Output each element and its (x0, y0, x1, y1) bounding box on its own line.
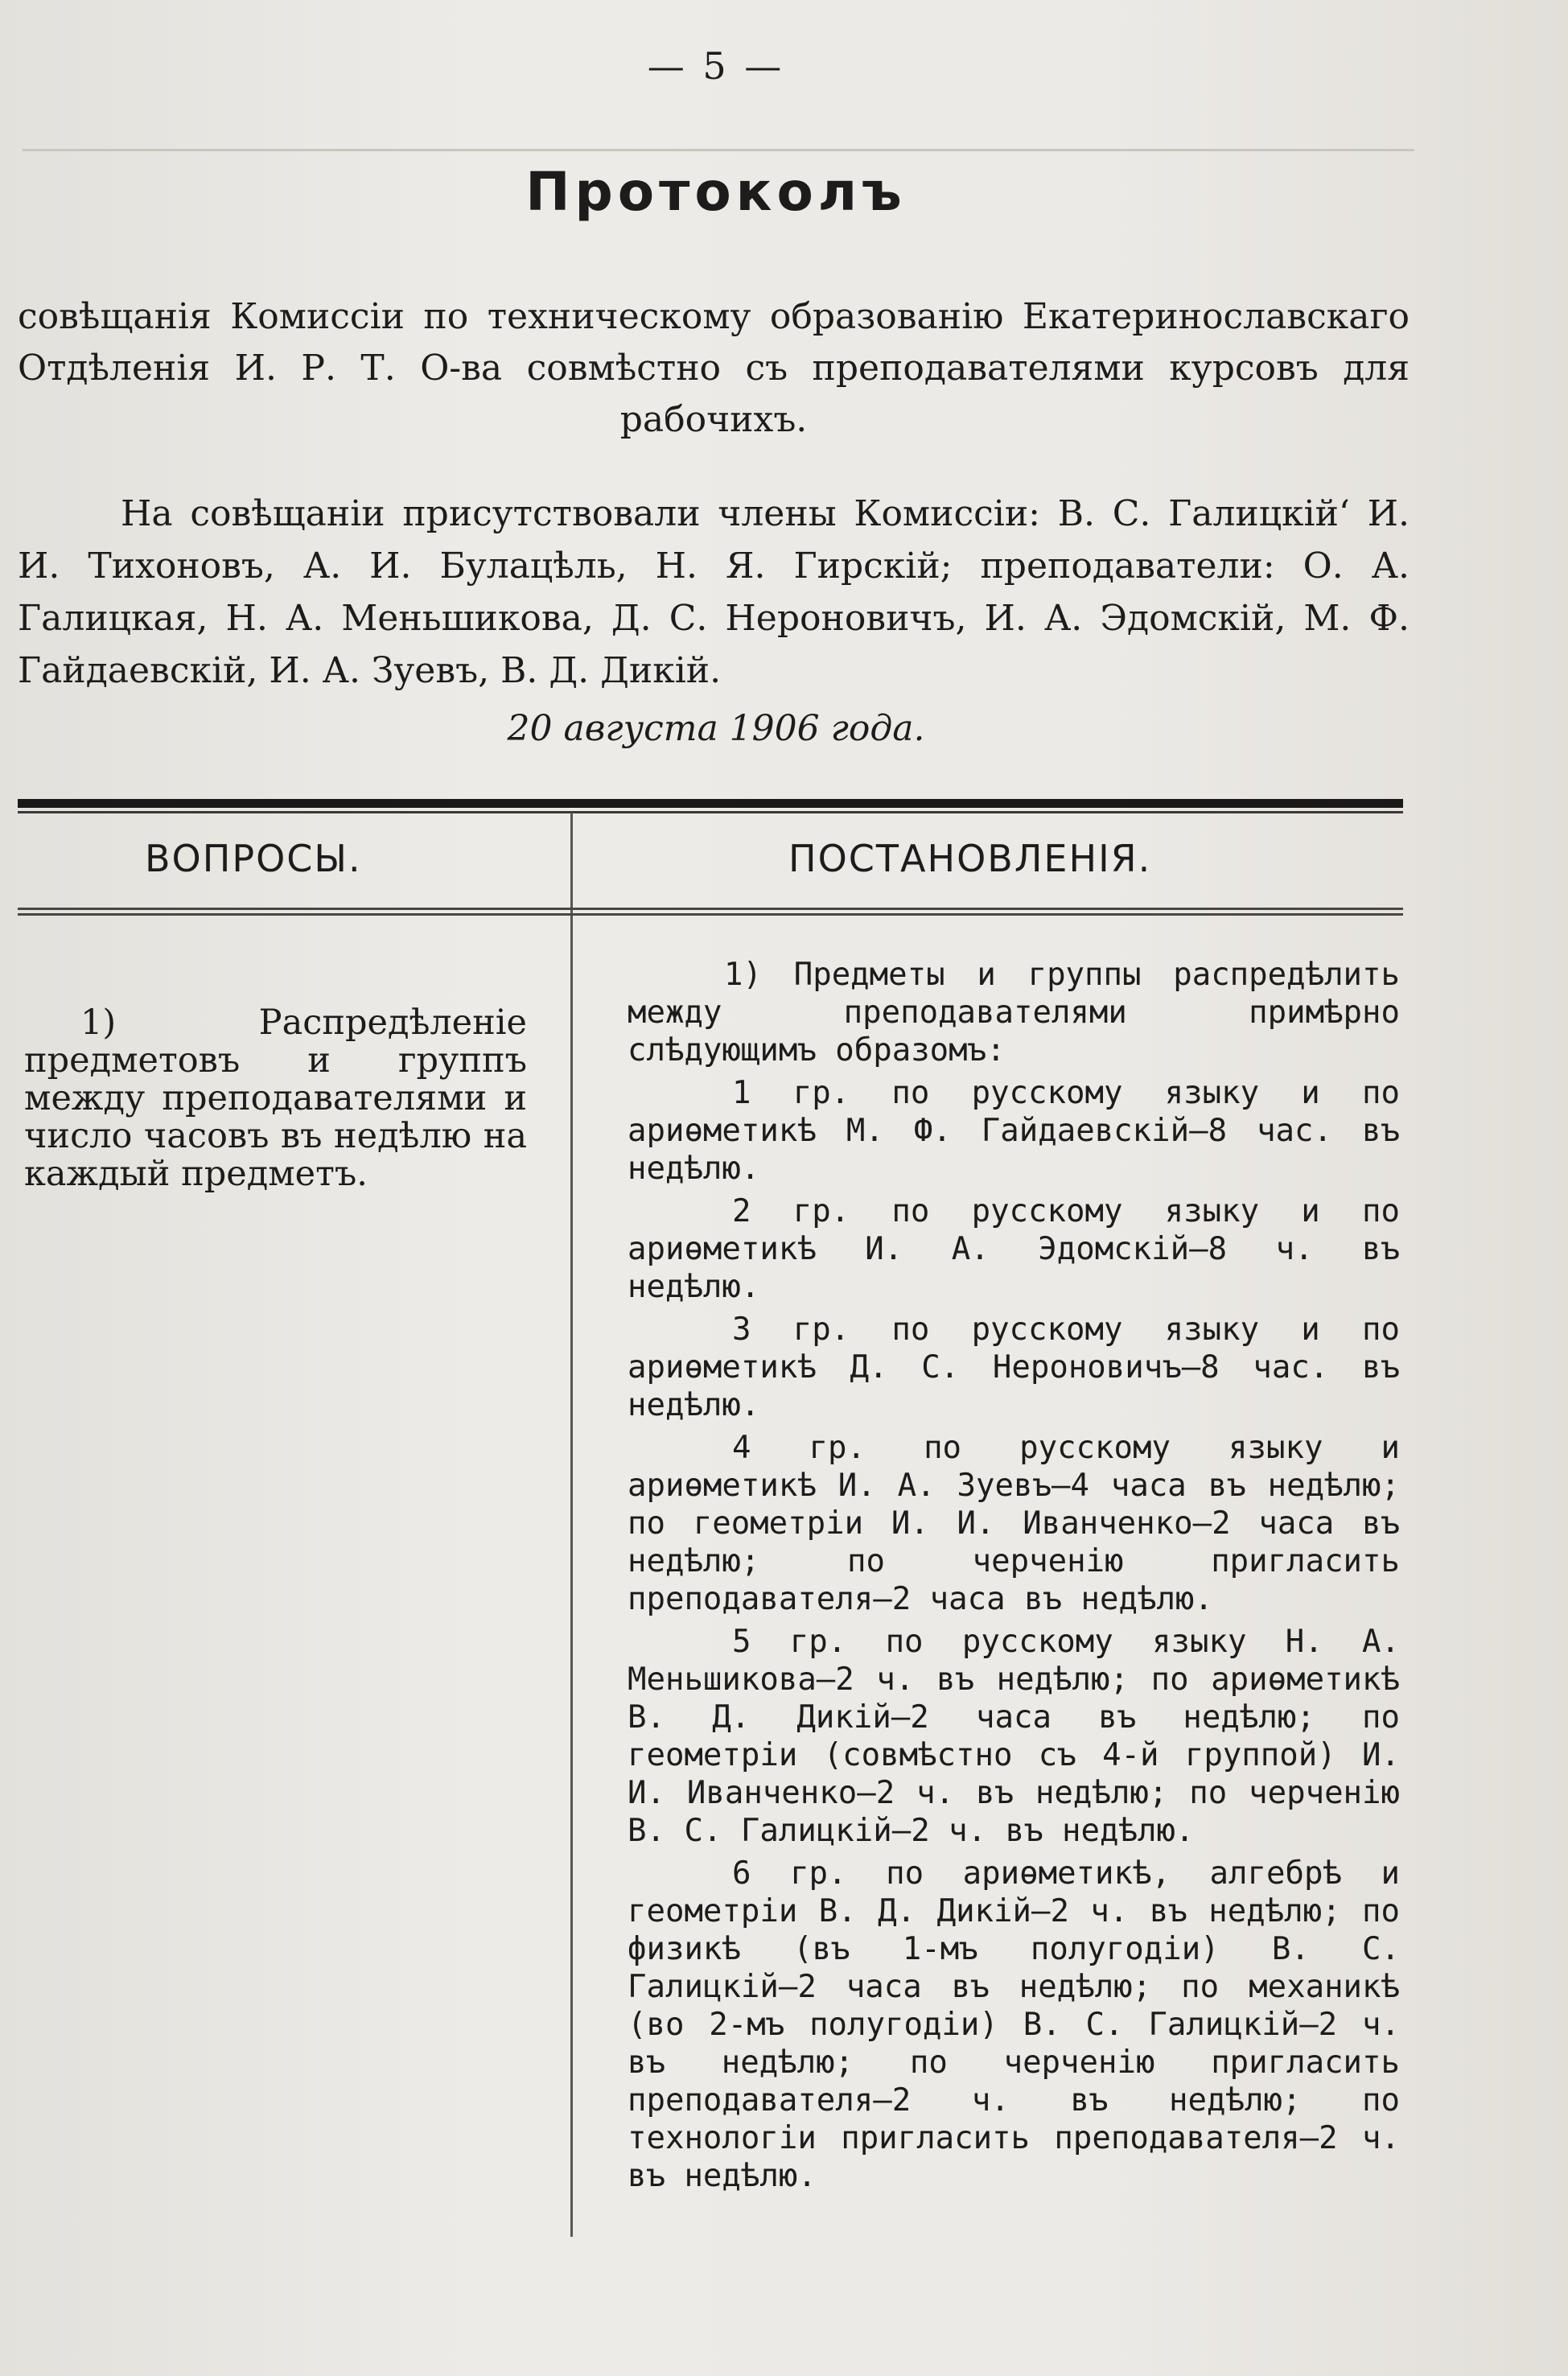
column-divider (570, 813, 573, 2237)
resolutions-header: ПОСТАНОВЛЕНІЯ. (788, 837, 1152, 880)
resolution-group-3: 3 гр. по русскому языку и по ариѳметикѣ Д. С. Нероновичъ—8 час. въ недѣлю. (628, 1312, 1400, 1423)
document-subtitle: совѣщанія Комиссіи по техническому образованію Екатеринославскаго Отдѣленія И. Р. Т. О-ва совмѣстно съ преподавателями курсовъ для рабочихъ. (18, 296, 1410, 440)
attendees-paragraph: На совѣщаніи присутствовали члены Комиссіи: В. С. Галицкій‘ И. И. Тихоновъ, А. И. Булацѣль, Н. Я. Гирскій; преподаватели: О. А. Галицкая, Н. А. Меньшикова, Д. С. Нероновичъ, И. А. Эдомскій, М. Ф. Гайдаевскій, И. А. Зуевъ, В. Д. Дикій. (18, 493, 1410, 691)
questions-header: ВОПРОСЫ. (145, 837, 362, 880)
header-separator-rule (18, 908, 1403, 916)
resolution-group-4: 4 гр. по русскому языку и ариѳметикѣ И. А. Зуевъ—4 часа въ недѣлю; по геометріи И. И. Иванченко—2 часа въ недѣлю; по черченію пригласить преподавателя—2 часа въ недѣлю. (628, 1430, 1400, 1617)
resolution-group-2: 2 гр. по русскому языку и по ариѳметикѣ И. А. Эдомскій—8 ч. въ недѣлю. (628, 1193, 1400, 1305)
resolution-intro: 1) Предметы и группы распредѣлить между преподавателями примѣрно слѣдующимъ образомъ: (628, 957, 1400, 1069)
question-1: 1) Распредѣленіе предметовъ и группъ между преподавателями и число часовъ въ недѣлю на каждый предметъ. (24, 1003, 527, 1194)
page-number: — 5 — (647, 44, 785, 88)
resolutions-column (628, 956, 1400, 2200)
resolution-group-6: 6 гр. по ариѳметикѣ, алгебрѣ и геометріи В. Д. Дикій—2 ч. въ недѣлю; по физикѣ (въ 1-мъ полугодіи) В. С. Галицкій—2 часа въ недѣлю; по механикѣ (во 2-мъ полугодіи) В. С. Галицкій—2 ч. въ недѣлю; по черченію пригласить преподавателя—2 ч. въ недѣлю; по технологіи пригласить преподавателя—2 ч. въ недѣлю. (628, 1855, 1400, 2194)
resolution-group-1: 1 гр. по русскому языку и по ариѳметикѣ М. Ф. Гайдаевскій—8 час. въ недѣлю. (628, 1075, 1400, 1187)
resolution-group-5: 5 гр. по русскому языку Н. А. Меньшикова—2 ч. въ недѣлю; по ариѳметикѣ В. Д. Дикій—2 часа въ недѣлю; по геометріи (совмѣстно съ 4-й группой) И. И. Иванченко—2 ч. въ недѣлю; по черченію В. С. Галицкій—2 ч. въ недѣлю. (628, 1624, 1400, 1849)
header-rule (23, 149, 1414, 151)
meeting-date: 20 августа 1906 года. (507, 708, 925, 749)
table-top-thin-rule (18, 811, 1403, 813)
table-top-rule (18, 799, 1403, 808)
document-title: Протоколъ (525, 161, 907, 223)
